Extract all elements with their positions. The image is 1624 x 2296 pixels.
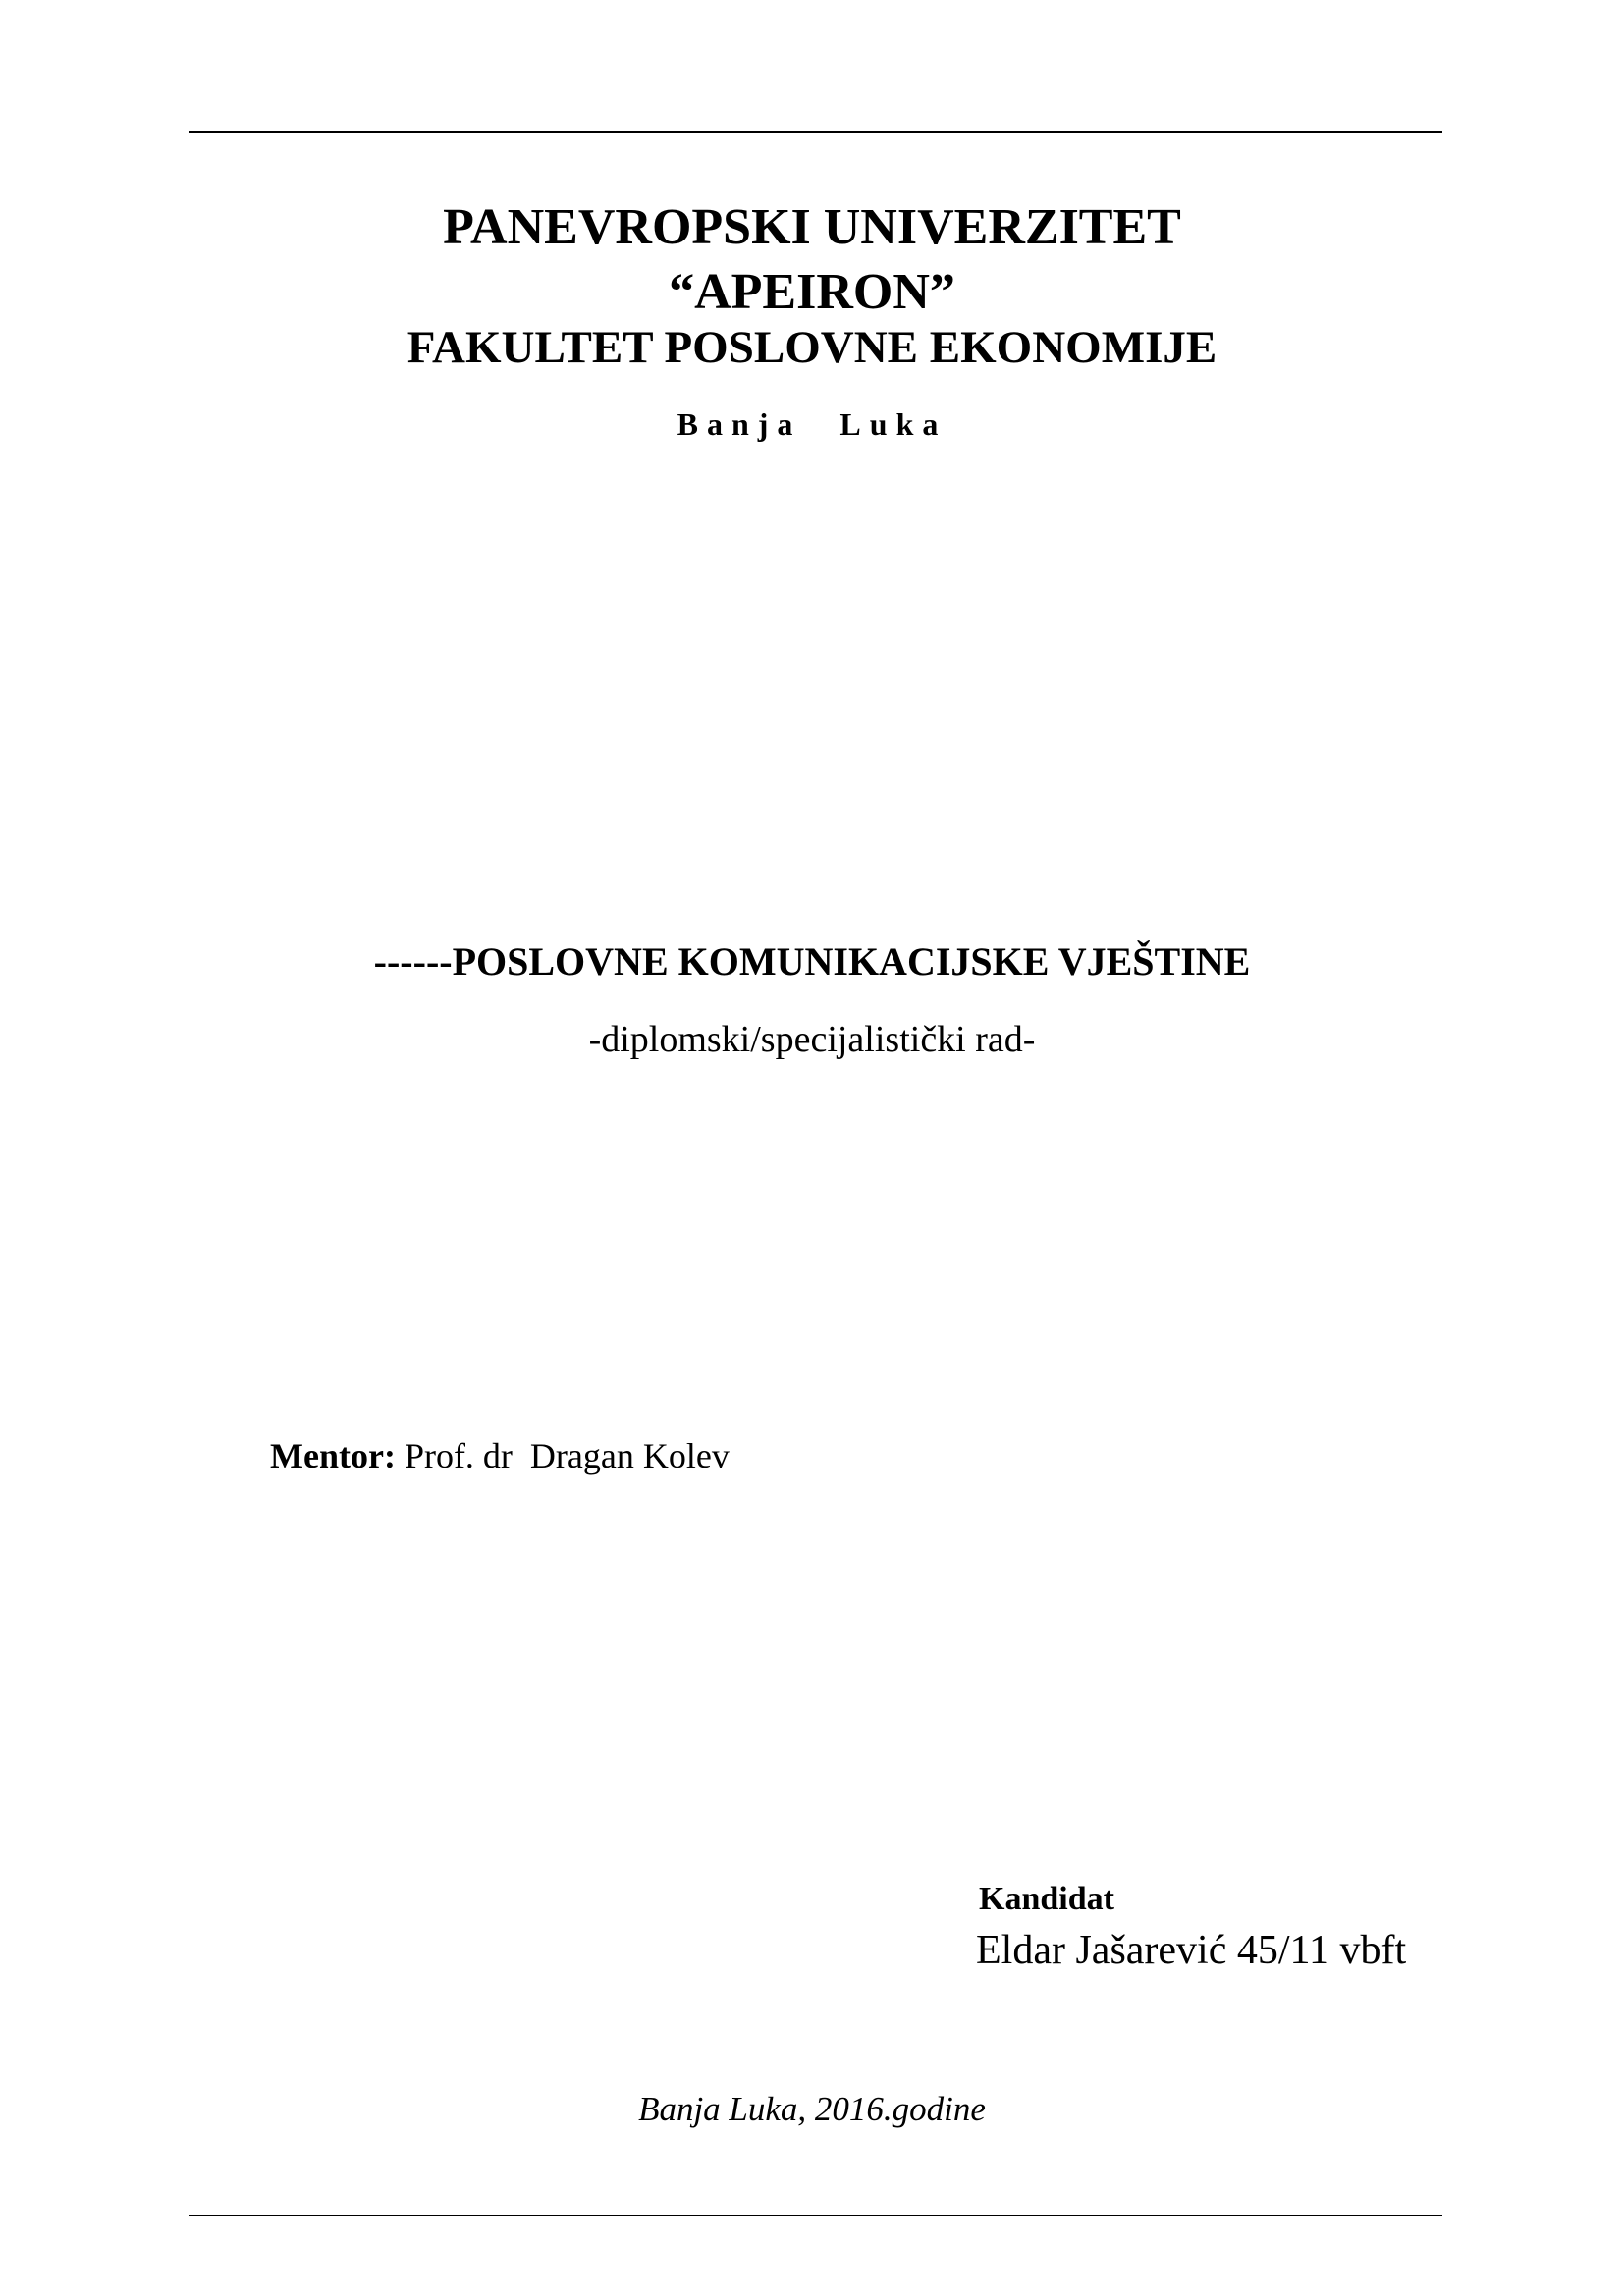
thesis-type: -diplomski/specijalistički rad- bbox=[588, 1019, 1036, 1060]
mentor-label: Mentor: bbox=[270, 1436, 396, 1475]
mentor-line bbox=[270, 1433, 730, 1478]
thesis-title: ------POSLOVNE KOMUNIKACIJSKE VJEŠTINE bbox=[373, 939, 1251, 984]
university-name: PANEVROPSKI UNIVERZITET bbox=[443, 199, 1181, 255]
city-name: Banja Luka bbox=[677, 406, 947, 442]
candidate-label: Kandidat bbox=[979, 1881, 1114, 1917]
faculty-name: FAKULTET POSLOVNE EKONOMIJE bbox=[406, 322, 1218, 373]
university-title: “APEIRON” bbox=[669, 264, 955, 320]
top-divider bbox=[189, 131, 1442, 133]
candidate-name: Eldar Jašarević 45/11 vbft bbox=[976, 1928, 1407, 1973]
mentor-name: Prof. dr Dragan Kolev bbox=[395, 1436, 730, 1475]
place-date: Banja Luka, 2016.godine bbox=[638, 2090, 986, 2128]
bottom-divider bbox=[189, 2215, 1442, 2216]
